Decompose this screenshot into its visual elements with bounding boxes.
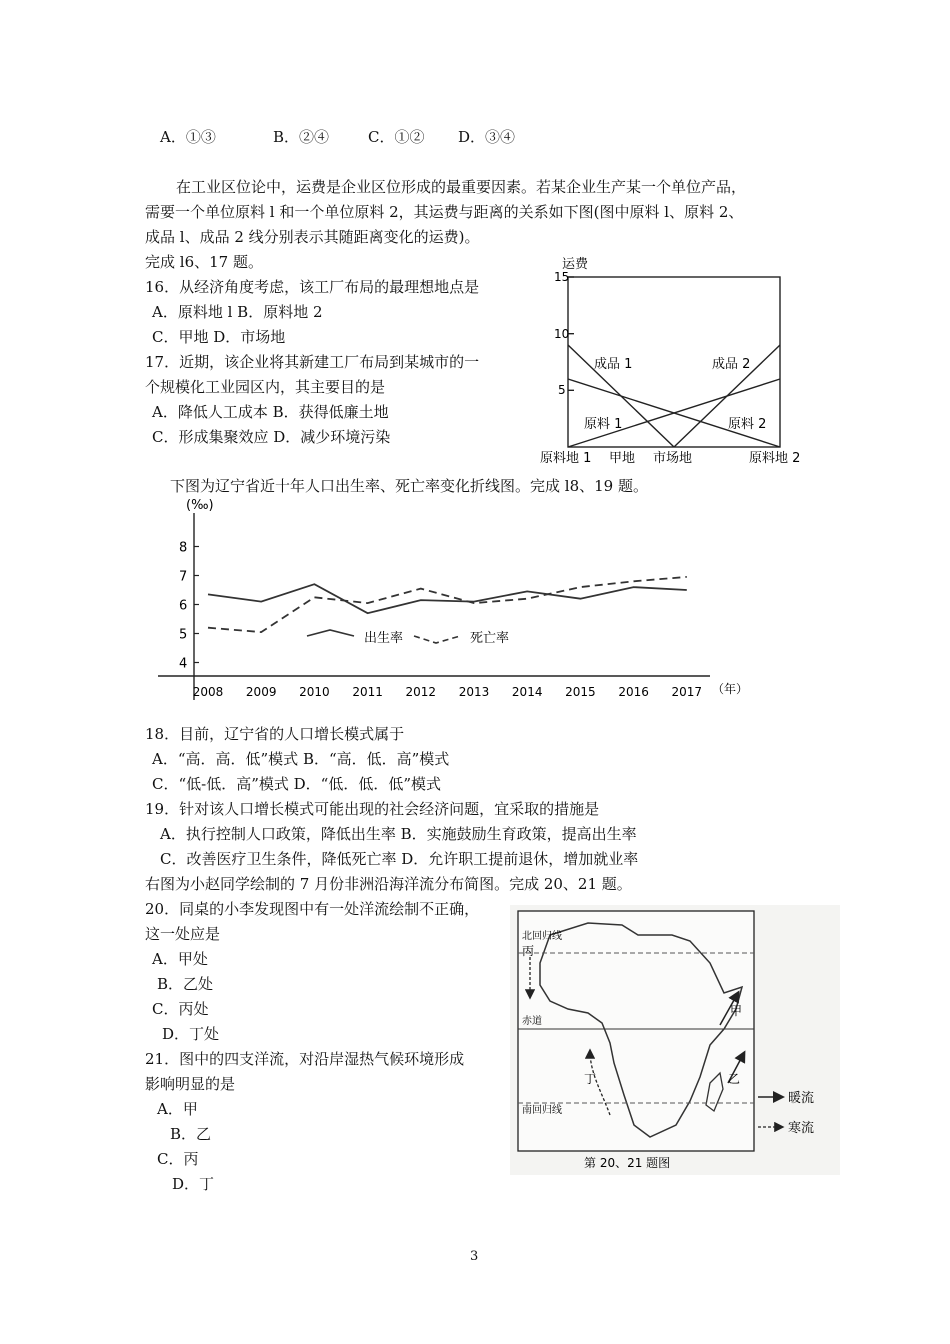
legend-birth-rate: 出生率 [364,631,404,646]
q17-options-cd: C．形成集聚效应 D．减少环境污染 [152,428,391,446]
south-tropic-label: 南回归线 [522,1105,562,1116]
q20-stem-line1: 20．同桌的小李发现图中有一处洋流绘制不正确， [145,900,480,918]
q19-options-cd: C．改善医疗卫生条件，降低死亡率 D．允许职工提前退休，增加就业率 [160,850,639,868]
pop-xtick-label: 2009 [245,685,277,699]
q21-option-c: C．丙 [157,1150,199,1168]
label-ding: 丁 [584,1072,597,1086]
label-material-1: 原料 1 [584,417,623,432]
q21-option-d: D．丁 [172,1175,215,1193]
label-product-1: 成品 1 [594,357,633,372]
q16-options-ab: A．原料地 l B．原料地 2 [152,303,323,321]
map-caption: 第 20、21 题图 [584,1156,671,1170]
pop-xlabel: （年） [712,682,749,696]
pop-xtick-label: 2014 [511,685,543,699]
x-label-material-site-1: 原料地 1 [540,451,592,466]
freight-ytick-5: 5 [558,383,566,397]
q18-options-ab: A．“高．高．低”模式 B．“高．低．高”模式 [152,750,450,768]
pop-xtick-label: 2011 [352,685,383,699]
pop-ytick-label: 5 [179,627,188,643]
q17-stem-line2: 个规模化工业园区内，其主要目的是 [145,378,386,396]
q20-option-d: D．丁处 [162,1025,220,1043]
pop-ytick-label: 8 [179,540,188,556]
label-material-2: 原料 2 [728,417,767,432]
q19-stem: 19．针对该人口增长模式可能出现的社会经济问题，宜采取的措施是 [145,800,600,818]
q20-stem-line2: 这一处应是 [145,925,221,943]
q19-options-ab: A．执行控制人口政策，降低出生率 B．实施鼓励生育政策，提高出生率 [160,825,637,843]
pop-xtick-label: 2016 [618,685,649,699]
intro1-line4: 完成 l6、17 题。 [145,253,263,271]
legend-dashed-swatch [414,636,460,643]
population-chart-intro: 下图为辽宁省近十年人口出生率、死亡率变化折线图。完成 l8、19 题。 [170,477,648,495]
x-label-market: 市场地 [653,451,693,466]
q20-option-b: B．乙处 [157,975,214,993]
population-rate-chart [150,495,760,710]
series-line-birth-rate [208,584,687,613]
q18-options-cd: C．“低-低．高”模式 D．“低．低．低”模式 [152,775,442,793]
label-bing: 丙 [522,944,535,958]
q16-options-cd: C．甲地 D．市场地 [152,328,286,346]
north-tropic-label: 北回归线 [522,931,562,942]
pop-xtick-label: 2015 [565,685,596,699]
q17-options-ab: A．降低人工成本 B．获得低廉土地 [152,403,389,421]
q20-option-a: A．甲处 [152,950,208,968]
pop-ytick-label: 4 [179,656,188,672]
legend-solid-swatch [307,630,354,636]
intro1-line1: 在工业区位论中，运费是企业区位形成的最重要因素。若某企业生产某一个单位产品， [176,178,747,196]
q18-stem: 18．目前，辽宁省的人口增长模式属于 [145,725,405,743]
equator-label: 赤道 [522,1016,542,1027]
intro3: 右图为小赵同学绘制的 7 月份非洲沿海洋流分布简图。完成 20、21 题。 [145,875,632,893]
label-jia: 甲 [730,1004,743,1018]
legend-cold: 寒流 [788,1121,815,1136]
q17-stem-line1: 17．近期，该企业将其新建工厂布局到某城市的一 [145,353,480,371]
intro1-line3: 成品 l、成品 2 线分别表示其随距离变化的运费)。 [145,228,480,246]
option-a: A．①③ [160,128,216,146]
q21-option-a: A．甲 [157,1100,198,1118]
africa-ocean-current-map [510,905,840,1175]
q16-stem: 16．从经济角度考虑，该工厂布局的最理想地点是 [145,278,480,296]
label-product-2: 成品 2 [712,357,751,372]
pop-ylabel: (‰) [186,498,214,513]
intro1-line2: 需要一个单位原料 l 和一个单位原料 2，其运费与距离的关系如下图(图中原料 l、原料 2、 [145,203,744,221]
pop-ytick-label: 7 [179,569,188,585]
pop-xtick-label: 2012 [405,685,437,699]
x-label-jia: 甲地 [609,451,636,466]
legend-warm: 暖流 [788,1091,815,1106]
freight-ylabel: 运费 [562,257,589,272]
option-d: D．③④ [458,128,516,146]
pop-xtick-label: 2008 [192,685,224,699]
option-b: B．②④ [273,128,330,146]
page-number: 3 [470,1249,479,1264]
legend-death-rate: 死亡率 [470,631,510,646]
freight-cost-chart [530,250,810,470]
pop-xtick-label: 2010 [299,685,330,699]
series-line-death-rate [208,577,687,632]
pop-ytick-label: 6 [179,598,188,614]
freight-ytick-10: 10 [554,327,570,341]
q21-stem-line2: 影响明显的是 [145,1075,236,1093]
pop-xtick-label: 2013 [458,685,490,699]
pop-xtick-label: 2017 [671,685,703,699]
label-yi: 乙 [728,1072,741,1086]
q21-stem-line1: 21．图中的四支洋流，对沿岸湿热气候环境形成 [145,1050,465,1068]
q21-option-b: B．乙 [170,1125,212,1143]
x-label-material-site-2: 原料地 2 [749,451,801,466]
freight-ytick-15: 15 [554,270,570,284]
q20-option-c: C．丙处 [152,1000,209,1018]
option-c: C．①② [368,128,425,146]
